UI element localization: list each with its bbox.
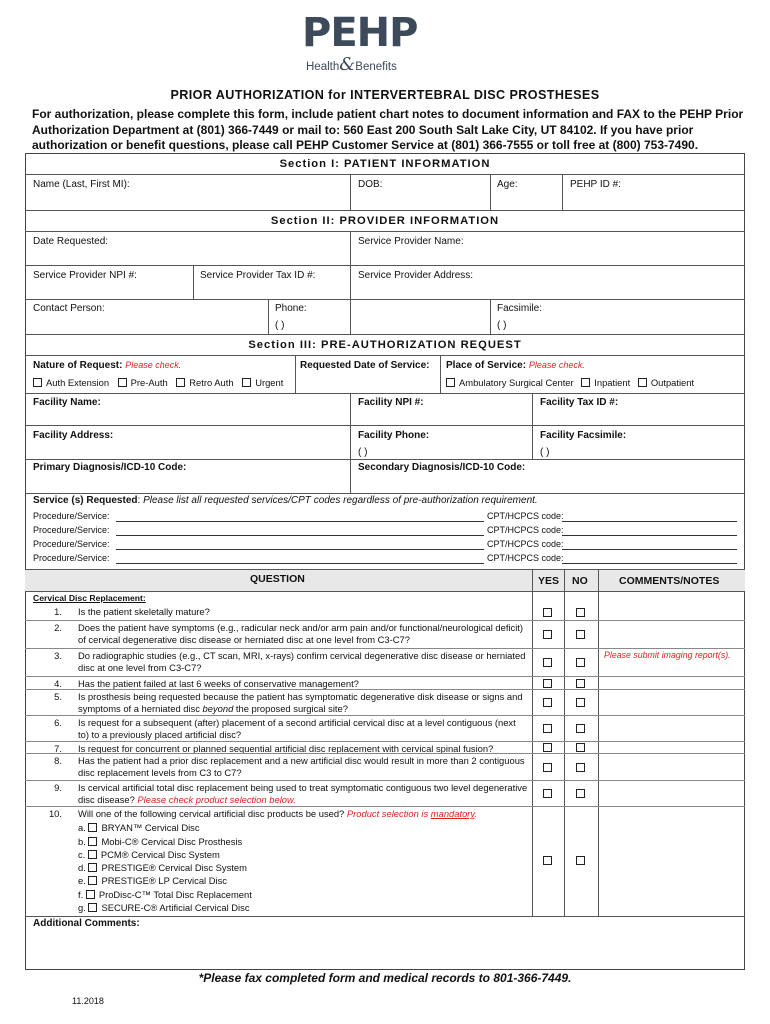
product-key: c. — [78, 849, 86, 860]
provider-npi-field[interactable]: Service Provider NPI #: — [33, 270, 137, 281]
yes-checkbox-q5[interactable] — [543, 698, 552, 707]
place-options — [446, 377, 694, 388]
no-checkbox-q2[interactable] — [576, 630, 585, 639]
facility-name-field[interactable]: Facility Name: — [33, 397, 101, 408]
comments-column-header: COMMENTS/NOTES — [619, 575, 720, 587]
inpatient-option[interactable] — [581, 377, 630, 388]
product-option[interactable] — [78, 889, 252, 900]
q-emph: beyond — [202, 703, 234, 714]
question-text-6 — [78, 717, 528, 741]
divider — [193, 265, 194, 299]
yes-checkbox-q1[interactable] — [543, 608, 552, 617]
question-text-1 — [78, 606, 528, 618]
divider — [532, 393, 533, 460]
q-text: Does the patient have symptoms (e.g., radicular neck and/or arm pain and/or functional/neurological deficit) of cervical degenerative disc disease or herniated disc at one level from C3-C7? — [78, 622, 524, 645]
procedure-input[interactable] — [116, 549, 484, 550]
facility-phone-field[interactable]: Facility Phone: — [358, 430, 430, 441]
divider — [350, 231, 351, 334]
q-text: Has the patient had a prior disc replacement and a new artificial disc would result in more than 2 contiguous disc replacement levels from C3 to C7? — [78, 755, 525, 778]
product-key: f. — [78, 889, 84, 900]
checkbox[interactable] — [176, 378, 185, 387]
divider — [25, 265, 745, 266]
cpt-input[interactable] — [562, 535, 737, 536]
q-text: Do radiographic studies (e.g., CT scan, MRI, x-rays) confirm cervical degenerative disc disease or herniated disc at one level from C3-C7? — [78, 650, 526, 673]
divider — [25, 916, 745, 917]
cpt-input[interactable] — [562, 521, 737, 522]
please-check-note: Please check. — [528, 360, 585, 370]
primary-diagnosis-field[interactable]: Primary Diagnosis/ICD-10 Code: — [33, 462, 187, 473]
q-red-note — [347, 808, 477, 819]
product-option[interactable] — [78, 849, 220, 860]
logo-tagline-amp: & — [339, 54, 356, 75]
place-label-text: Place of Service: — [446, 360, 527, 371]
divider — [25, 648, 745, 649]
ambulatory-option[interactable] — [446, 377, 574, 388]
question-text-3 — [78, 650, 528, 674]
question-text-10 — [78, 808, 528, 820]
checkbox[interactable] — [581, 378, 590, 387]
no-checkbox-q9[interactable] — [576, 789, 585, 798]
q-red-note: Please check product selection below. — [137, 794, 296, 805]
product-checkbox[interactable] — [88, 876, 97, 885]
question-text-8 — [78, 755, 528, 779]
option-label: Outpatient — [650, 377, 695, 388]
divider — [350, 174, 351, 210]
provider-name-field[interactable]: Service Provider Name: — [358, 236, 464, 247]
procedure-label: Procedure/Service: — [33, 511, 110, 521]
logo-tagline-health: Health — [306, 61, 340, 73]
section2-heading: Section II: PROVIDER INFORMATION — [270, 215, 500, 227]
phone-field[interactable]: Phone: — [275, 303, 307, 314]
option-label: Ambulatory Surgical Center — [459, 377, 574, 388]
procedure-input[interactable] — [116, 535, 484, 536]
procedure-label: Procedure/Service: — [33, 525, 110, 535]
additional-comments-field[interactable]: Additional Comments: — [33, 918, 140, 929]
product-option[interactable] — [78, 822, 200, 833]
divider — [350, 393, 351, 493]
divider — [25, 174, 745, 175]
yes-checkbox-q9[interactable] — [543, 789, 552, 798]
product-name: BRYAN™ Cervical Disc — [101, 822, 200, 833]
product-key: b. — [78, 836, 86, 847]
services-label-text: Service (s) Requested — [33, 495, 138, 506]
provider-tax-id-field[interactable]: Service Provider Tax ID #: — [200, 270, 316, 281]
divider — [564, 569, 565, 916]
divider — [25, 569, 745, 570]
section3-heading: Section III: PRE-AUTHORIZATION REQUEST — [248, 339, 522, 351]
nature-label-text: Nature of Request: — [33, 360, 123, 371]
yes-checkbox-q2[interactable] — [543, 630, 552, 639]
question-number: 8. — [54, 755, 62, 766]
q-red-u: mandatory — [430, 808, 475, 819]
no-checkbox-q8[interactable] — [576, 763, 585, 772]
pre-auth-option[interactable] — [118, 377, 168, 388]
imaging-report-note: Please submit imaging report(s). — [604, 650, 731, 660]
cpt-label: CPT/HCPCS code: — [487, 511, 564, 521]
question-number: 10. — [48, 808, 62, 819]
divider — [440, 355, 441, 393]
divider — [25, 780, 745, 781]
pehp-logo — [302, 10, 418, 75]
divider — [490, 174, 491, 210]
option-label: Retro Auth — [189, 377, 234, 388]
phone-area-code[interactable]: ( ) — [275, 320, 285, 331]
cpt-input[interactable] — [562, 563, 737, 564]
services-requested-label: Service (s) Requested: Please list all requested services/CPT codes regardless of pre-authorization requirement. — [33, 495, 538, 506]
product-key: a. — [78, 822, 86, 833]
yes-checkbox-q7[interactable] — [543, 743, 552, 752]
question-number: 5. — [54, 691, 62, 702]
product-checkbox[interactable] — [86, 890, 95, 899]
facility-fax-area-code[interactable]: ( ) — [540, 447, 550, 458]
product-option[interactable] — [78, 875, 227, 886]
facility-npi-field[interactable]: Facility NPI #: — [358, 397, 424, 408]
checkbox[interactable] — [242, 378, 251, 387]
q-text: Will one of the following cervical artificial disc products be used? — [78, 808, 345, 819]
q-text: Is cervical artificial total disc replacement being used to treat symptomatic contiguous two level degenerative disc disease? — [78, 782, 528, 805]
checkbox[interactable] — [118, 378, 127, 387]
facility-phone-area-code[interactable]: ( ) — [358, 447, 368, 458]
procedure-input[interactable] — [116, 563, 484, 564]
yes-checkbox-q10[interactable] — [543, 856, 552, 865]
checkbox[interactable] — [446, 378, 455, 387]
product-name: Mobi-C® Cervical Disc Prosthesis — [101, 836, 243, 847]
option-label: Urgent — [255, 377, 284, 388]
no-checkbox-q7[interactable] — [576, 743, 585, 752]
retro-auth-option[interactable] — [176, 377, 233, 388]
question-text-9 — [78, 782, 528, 806]
divider — [490, 299, 491, 334]
section1-heading: Section I: PATIENT INFORMATION — [279, 158, 491, 170]
product-key: e. — [78, 875, 86, 886]
no-checkbox-q6[interactable] — [576, 724, 585, 733]
q-text: the proposed surgical site? — [233, 703, 348, 714]
divider — [25, 231, 745, 232]
question-number: 1. — [54, 606, 62, 617]
urgent-option[interactable] — [242, 377, 283, 388]
divider — [25, 459, 745, 460]
product-name: PRESTIGE® LP Cervical Disc — [101, 875, 227, 886]
facility-fax-field[interactable]: Facility Facsimile: — [540, 430, 627, 441]
divider — [598, 569, 599, 916]
divider — [532, 569, 533, 916]
patient-name-field[interactable]: Name (Last, First MI): — [33, 179, 130, 190]
cpt-label: CPT/HCPCS code: — [487, 525, 564, 535]
age-field[interactable]: Age: — [497, 179, 518, 190]
date-requested-field[interactable]: Date Requested: — [33, 236, 109, 247]
form-revision-date: 11.2018 — [72, 996, 104, 1006]
question-number: 2. — [54, 622, 62, 633]
question-text-2 — [78, 622, 528, 646]
logo-tagline — [306, 54, 397, 75]
divider — [25, 393, 745, 394]
divider — [25, 620, 745, 621]
place-of-service-label — [446, 360, 585, 371]
divider — [25, 299, 745, 300]
yes-checkbox-q3[interactable] — [543, 658, 552, 667]
contact-person-field[interactable]: Contact Person: — [33, 303, 105, 314]
divider — [25, 741, 745, 742]
divider — [25, 334, 745, 335]
divider — [25, 425, 745, 426]
dob-field[interactable]: DOB: — [358, 179, 383, 190]
question-number: 4. — [54, 678, 62, 689]
outpatient-option[interactable] — [638, 377, 694, 388]
divider — [25, 493, 745, 494]
divider — [295, 355, 296, 393]
product-checkbox[interactable] — [88, 823, 97, 832]
cervical-group-title: Cervical Disc Replacement: — [33, 593, 146, 603]
checkbox[interactable] — [33, 378, 42, 387]
provider-address-field[interactable]: Service Provider Address: — [358, 270, 474, 281]
requested-date-field[interactable]: Requested Date of Service: — [300, 360, 430, 371]
q-text: Is request for concurrent or planned sequential artificial disc replacement with cervical spinal fusion? — [78, 743, 494, 754]
product-checkbox[interactable] — [88, 850, 97, 859]
q-red-b: . — [474, 808, 478, 819]
divider — [25, 806, 745, 807]
logo-tagline-benefits: Benefits — [355, 61, 397, 73]
fax-reminder: *Please fax completed form and medical records to 801-366-7449. — [198, 971, 572, 985]
secondary-diagnosis-field[interactable]: Secondary Diagnosis/ICD-10 Code: — [358, 462, 526, 473]
procedure-input[interactable] — [116, 521, 484, 522]
product-checkbox[interactable] — [88, 837, 97, 846]
divider — [25, 591, 745, 592]
product-option[interactable] — [78, 836, 242, 847]
auth-extension-option[interactable] — [33, 377, 109, 388]
q-text: Is request for a subsequent (after) placement of a second artificial cervical disc at a level contiguous (next to) to a previously placed artificial disc? — [78, 717, 516, 740]
facsimile-area-code[interactable]: ( ) — [497, 320, 507, 331]
product-checkbox[interactable] — [88, 903, 97, 912]
product-key: d. — [78, 862, 86, 873]
divider — [25, 676, 745, 677]
divider — [562, 174, 563, 210]
nature-options — [33, 377, 283, 388]
divider — [25, 210, 745, 211]
facility-address-field[interactable]: Facility Address: — [33, 430, 114, 441]
no-checkbox-q10[interactable] — [576, 856, 585, 865]
q-text: Is prosthesis being requested because the patient has symptomatic degenerative disk disease or signs and symptoms of a herniated disc — [78, 691, 523, 714]
please-check-note: Please check. — [125, 360, 182, 370]
procedure-label: Procedure/Service: — [33, 539, 110, 549]
question-number: 7. — [54, 743, 62, 754]
product-key: g. — [78, 902, 86, 913]
divider — [25, 689, 745, 690]
question-number: 3. — [54, 650, 62, 661]
question-number: 9. — [54, 782, 62, 793]
facsimile-field[interactable]: Facsimile: — [497, 303, 543, 314]
pehp-id-field[interactable]: PEHP ID #: — [570, 179, 621, 190]
divider — [25, 355, 745, 356]
question-text-5 — [78, 691, 528, 715]
product-option[interactable] — [78, 862, 247, 873]
divider — [25, 753, 745, 754]
no-column-header: NO — [572, 575, 588, 587]
yes-checkbox-q6[interactable] — [543, 724, 552, 733]
cpt-label: CPT/HCPCS code: — [487, 539, 564, 549]
checkbox[interactable] — [638, 378, 647, 387]
services-note: Please list all requested services/CPT codes regardless of pre-authorization requirement. — [143, 495, 538, 506]
option-label: Inpatient — [594, 377, 631, 388]
product-name: SECURE-C® Artificial Cervical Disc — [101, 902, 250, 913]
no-checkbox-q4[interactable] — [576, 679, 585, 688]
no-checkbox-q5[interactable] — [576, 698, 585, 707]
product-name: ProDisc-C™ Total Disc Replacement — [98, 889, 252, 900]
q-text: Is the patient skeletally mature? — [78, 606, 210, 617]
option-label: Pre-Auth — [130, 377, 168, 388]
product-name: PRESTIGE® Cervical Disc System — [101, 862, 247, 873]
q-text: Has the patient failed at last 6 weeks of conservative management? — [78, 678, 359, 689]
question-number: 6. — [54, 717, 62, 728]
form-instructions: For authorization, please complete this form, include patient chart notes to document information and FAX to the PEHP Prior Authorization Department at (801) 366-7449 or mail to: 560 East 200 South Salt Lake City, UT 84102. If you have prior authorization or benefit questions, please call PEHP Customer Service at (801) 366-7555 or toll free at (800) 753-7490. — [32, 107, 744, 152]
logo-wordmark: PEHP — [302, 10, 418, 56]
product-name: PCM® Cervical Disc System — [100, 849, 220, 860]
divider — [25, 715, 745, 716]
nature-of-request-label — [33, 360, 181, 371]
procedure-label: Procedure/Service: — [33, 553, 110, 563]
no-checkbox-q1[interactable] — [576, 608, 585, 617]
divider — [268, 299, 269, 334]
form-title: PRIOR AUTHORIZATION for INTERVERTEBRAL DISC PROSTHESES — [170, 88, 600, 102]
facility-tax-id-field[interactable]: Facility Tax ID #: — [540, 397, 619, 408]
question-column-header: QUESTION — [250, 573, 305, 585]
product-checkbox[interactable] — [88, 863, 97, 872]
cpt-input[interactable] — [562, 549, 737, 550]
yes-column-header: YES — [538, 575, 560, 587]
yes-checkbox-q8[interactable] — [543, 763, 552, 772]
cpt-label: CPT/HCPCS code: — [487, 553, 564, 563]
q-red-a: Product selection is — [346, 808, 431, 819]
option-label: Auth Extension — [46, 377, 110, 388]
product-option[interactable] — [78, 902, 250, 913]
no-checkbox-q3[interactable] — [576, 658, 585, 667]
yes-checkbox-q4[interactable] — [543, 679, 552, 688]
